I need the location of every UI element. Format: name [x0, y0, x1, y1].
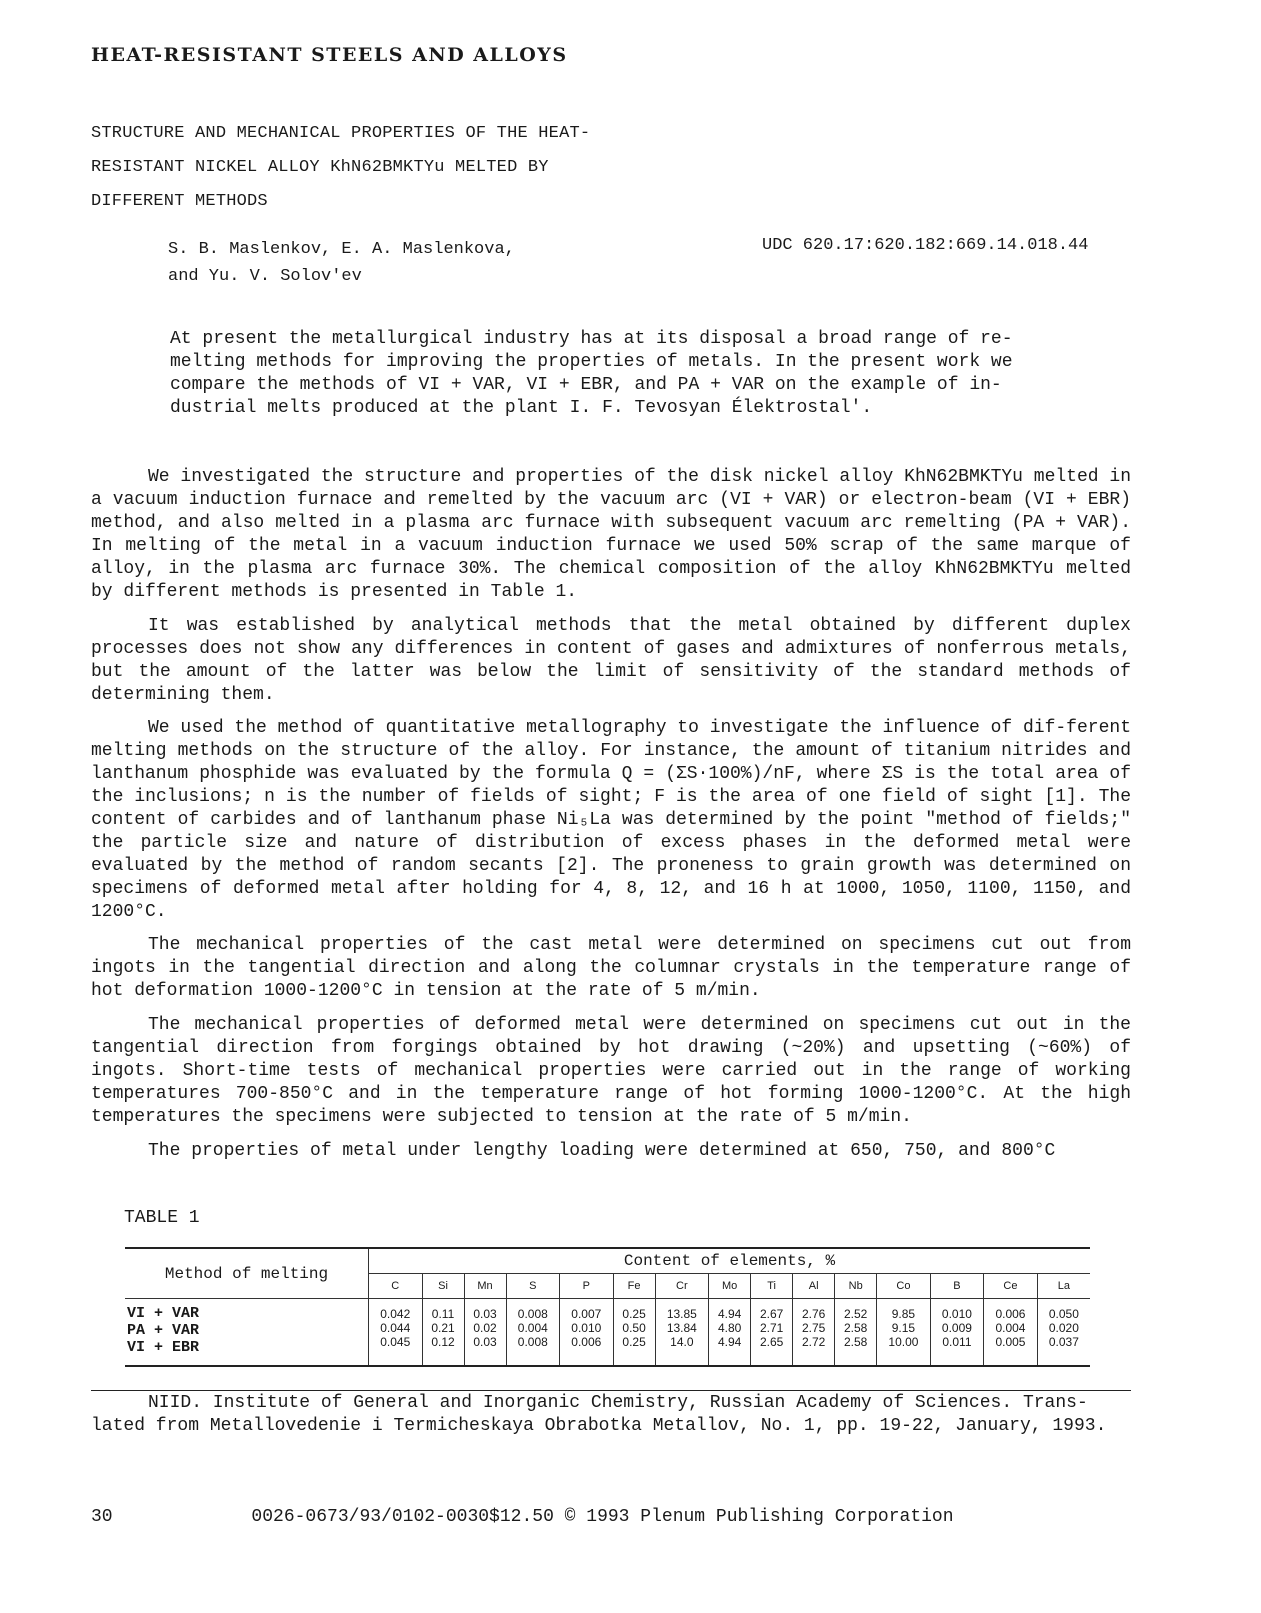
- element-header: Si: [422, 1274, 464, 1299]
- table-cell: 2.75: [801, 1321, 826, 1335]
- table-cell: 0.011: [942, 1335, 972, 1349]
- table-cell: 2.72: [801, 1335, 826, 1349]
- value-cell-p: [560, 1299, 614, 1367]
- value-cell-s: [506, 1299, 560, 1367]
- table-cell: 0.010: [571, 1321, 602, 1335]
- element-header: P: [560, 1274, 614, 1299]
- element-header: S: [506, 1274, 560, 1299]
- value-cell-cr: [655, 1299, 709, 1367]
- method-label: VI + VAR: [127, 1305, 200, 1322]
- element-header: La: [1037, 1274, 1090, 1299]
- table-cell: 9.85: [891, 1307, 916, 1321]
- table-cell: 0.21: [431, 1321, 455, 1335]
- publication-identifier: 0026-0673/93/0102-0030$12.50 © 1993 Plenum Publishing Corporation: [251, 1507, 954, 1527]
- element-header: C: [391, 1280, 400, 1292]
- table-cell: 9.15: [891, 1321, 916, 1335]
- section-title: HEAT-RESISTANT STEELS AND ALLOYS: [91, 44, 568, 66]
- table-cell: 0.03: [473, 1307, 497, 1321]
- methods-list: [125, 1299, 369, 1367]
- value-cell-fe: [613, 1299, 655, 1367]
- paragraph-6: The properties of metal under lengthy loading were determined at 650, 750, and 800°C: [148, 1141, 1056, 1161]
- element-header: Nb: [835, 1274, 877, 1299]
- value-cell-ti: [751, 1299, 793, 1367]
- page-number: 30: [91, 1507, 113, 1527]
- table-cell: 0.25: [622, 1335, 646, 1349]
- table-cell: 4.94: [717, 1307, 742, 1321]
- table-cell: 2.71: [759, 1321, 784, 1335]
- value-cell-al: [793, 1299, 835, 1367]
- article-title-line-3: DIFFERENT METHODS: [91, 192, 268, 211]
- article-title-line-2: RESISTANT NICKEL ALLOY KhN62BMKTYu MELTED BY: [91, 158, 549, 177]
- table-cell: 14.0: [670, 1335, 694, 1349]
- table-cell: 0.045: [380, 1335, 411, 1349]
- table-cell: 0.005: [995, 1335, 1026, 1349]
- content-column-header: Content of elements, %: [369, 1248, 1091, 1274]
- table-cell: 2.58: [843, 1335, 868, 1349]
- table-cell: 0.25: [622, 1307, 646, 1321]
- element-header: Co: [877, 1274, 931, 1299]
- table-cell: 2.65: [759, 1335, 784, 1349]
- table-cell: 0.010: [941, 1307, 972, 1321]
- value-cell-nb: [835, 1299, 877, 1367]
- value-cell-b: [930, 1299, 984, 1367]
- table-cell: 0.006: [571, 1335, 602, 1349]
- table-cell: 0.008: [517, 1307, 548, 1321]
- value-cell-c: [369, 1299, 423, 1367]
- element-header: B: [930, 1274, 984, 1299]
- element-header: Mo: [709, 1274, 751, 1299]
- table-cell: 0.042: [380, 1307, 411, 1321]
- table-cell: 0.044: [380, 1321, 411, 1335]
- article-title-line-1: STRUCTURE AND MECHANICAL PROPERTIES OF THE HEAT-: [91, 124, 591, 143]
- table-cell: 0.03: [473, 1335, 497, 1349]
- table-cell: 0.12: [431, 1335, 455, 1349]
- table-cell: 0.050: [1048, 1307, 1079, 1321]
- method-label: VI + EBR: [127, 1339, 200, 1356]
- method-label: PA + VAR: [127, 1322, 200, 1339]
- paragraph-1: We investigated the structure and properties of the disk nickel alloy KhN62BMKTYu melted in a vacuum induction furnace and remelted by the vacuum arc (VI + VAR) or electron-beam (VI + EBR) method, and also melted in a plasma arc furnace with subsequent vacuum arc remelting (PA + VAR). In melting of the metal in a vacuum induction furnace we used 50% scrap of the same marque of alloy, in the plasma arc furnace 30%. The chemical composition of the alloy KhN62BMKTYu melted by different methods is presented in Table 1.: [91, 467, 1131, 602]
- table-cell: 2.76: [801, 1307, 826, 1321]
- value-cell-mn: [464, 1299, 506, 1367]
- element-header: Al: [793, 1274, 835, 1299]
- footnote: NIID. Institute of General and Inorganic Chemistry, Russian Academy of Sciences. Trans-lated from Metallovedenie i Termicheskaya Obrabotka Metallov, No. 1, pp. 19-22, January, 1993.: [91, 1393, 1107, 1436]
- authors: [168, 236, 515, 290]
- table-cell: 10.00: [888, 1335, 919, 1349]
- authors-line-1: S. B. Maslenkov, E. A. Maslenkova,: [168, 240, 515, 259]
- table-cell: 13.85: [666, 1307, 697, 1321]
- table-cell: 0.006: [995, 1307, 1026, 1321]
- element-header: Ce: [984, 1274, 1038, 1299]
- value-cell-mo: [709, 1299, 751, 1367]
- table-cell: 0.004: [517, 1321, 548, 1335]
- value-cell-si: [422, 1299, 464, 1367]
- table-cell: 0.037: [1048, 1335, 1079, 1349]
- page-footer: [91, 1507, 954, 1527]
- abstract: At present the metallurgical industry has at its disposal a broad range of re-melting methods for improving the properties of metals. In the present work we compare the methods of VI + VAR, VI + EBR, and PA + VAR on the example of in-dustrial melts produced at the plant I. F. Tevosyan Élektrostal'.: [170, 329, 1013, 418]
- authors-line-2: and Yu. V. Solov'ev: [168, 267, 362, 286]
- element-header: Fe: [613, 1274, 655, 1299]
- table-cell: 0.009: [941, 1321, 972, 1335]
- table-cell: 0.007: [571, 1307, 602, 1321]
- value-cell-ce: [984, 1299, 1038, 1367]
- paragraph-4: The mechanical properties of the cast metal were determined on specimens cut out from ingots in the tangential direction and along the columnar crystals in the temperature range of hot deformation 1000-1200°C in tension at the rate of 5 m/min.: [91, 935, 1131, 1001]
- composition-table: [125, 1247, 1090, 1367]
- element-header: Mn: [464, 1274, 506, 1299]
- table-cell: 4.80: [717, 1321, 742, 1335]
- table-cell: 13.84: [666, 1321, 697, 1335]
- value-cell-la: [1037, 1299, 1090, 1367]
- value-cell-co: [877, 1299, 931, 1367]
- udc-code: UDC 620.17:620.182:669.14.018.44: [762, 236, 1089, 255]
- paragraph-5: The mechanical properties of deformed metal were determined on specimens cut out in the tangential direction from forgings obtained by hot drawing (~20%) and upsetting (~60%) of ingots. Short-time tests of mechanical properties were carried out in the range of working temperatures 700-850°C and in the temperature range of hot forming 1000-1200°C. At the high temperatures the specimens were subjected to tension at the rate of 5 m/min.: [91, 1015, 1131, 1127]
- paragraph-2: It was established by analytical methods that the metal obtained by different duplex processes does not show any differences in content of gases and admixtures of nonferrous metals, but the amount of the latter was below the limit of sensitivity of the standard methods of determining them.: [91, 616, 1131, 705]
- table-cell: 0.004: [995, 1321, 1026, 1335]
- table-cell: 0.008: [517, 1335, 548, 1349]
- element-header: Ti: [751, 1274, 793, 1299]
- table-cell: 0.11: [431, 1307, 455, 1321]
- table-cell: 2.52: [843, 1307, 868, 1321]
- table-data-row: [125, 1299, 1090, 1367]
- element-header: Cr: [655, 1274, 709, 1299]
- footnote-divider: [91, 1390, 1131, 1391]
- table-cell: 0.020: [1048, 1321, 1079, 1335]
- table-cell: 0.02: [473, 1321, 497, 1335]
- paragraph-3: We used the method of quantitative metallography to investigate the influence of dif-ferent melting methods on the structure of the alloy. For instance, the amount of titanium nitrides and lanthanum phosphide was evaluated by the formula Q = (ΣS·100%)/nF, where ΣS is the total area of the inclusions; n is the number of fields of sight; F is the area of one field of sight [1]. The content of carbides and of lanthanum phase Ni₅La was determined by the point "method of fields;" the particle size and nature of distribution of excess phases in the deformed metal were evaluated by the method of random secants [2]. The proneness to grain growth was determined on specimens of deformed metal after holding for 4, 8, 12, and 16 h at 1000, 1050, 1100, 1150, and 1200°C.: [91, 718, 1131, 922]
- table-cell: 4.94: [717, 1335, 742, 1349]
- table-label: TABLE 1: [124, 1208, 200, 1228]
- table-cell: 0.50: [622, 1321, 646, 1335]
- method-column-header: Method of melting: [125, 1248, 369, 1299]
- table-cell: 2.67: [759, 1307, 784, 1321]
- table-cell: 2.58: [843, 1321, 868, 1335]
